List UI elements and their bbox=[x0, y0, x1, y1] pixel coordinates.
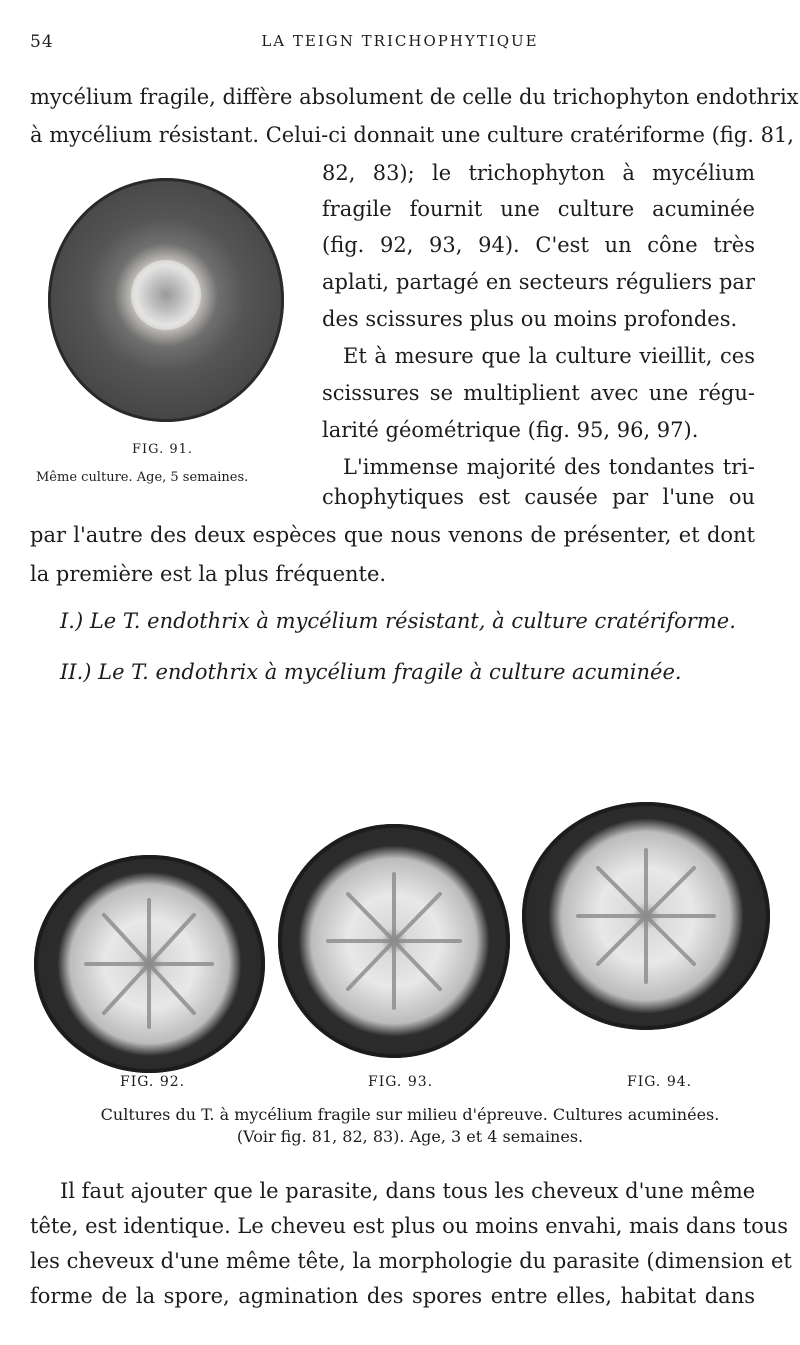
figures-caption-line2: (Voir fig. 81, 82, 83). Age, 3 et 4 semaines. bbox=[236, 1127, 584, 1146]
figure-93-culture-photo bbox=[278, 824, 510, 1058]
figure-92-label: FIG. 92. bbox=[120, 1074, 186, 1090]
running-header bbox=[0, 30, 800, 54]
figure-92-culture-photo bbox=[34, 855, 265, 1073]
body-line: Il faut ajouter que le parasite, dans tous les cheveux d'une même bbox=[60, 1179, 756, 1203]
body-line: la première est la plus fréquente. bbox=[30, 562, 387, 586]
culture-fissures bbox=[278, 824, 510, 1058]
body-line: chophytiques est causée par l'une ou bbox=[322, 485, 755, 509]
body-line: des scissures plus ou moins profondes. bbox=[322, 307, 738, 331]
body-line: forme de la spore, agmination des spores entre elles, habitat dans bbox=[30, 1284, 755, 1308]
body-line: les cheveux d'une même tête, la morphologie du parasite (dimension et bbox=[30, 1249, 792, 1273]
body-line: (fig. 92, 93, 94). C'est un cône très bbox=[322, 233, 755, 257]
body-line: par l'autre des deux espèces que nous venons de présenter, et dont bbox=[30, 523, 755, 547]
species-item: I.) Le T. endothrix à mycélium résistant, à culture cratériforme. bbox=[60, 609, 736, 633]
figure-91-culture-photo bbox=[48, 178, 284, 422]
body-line: 82, 83); le trichophyton à mycélium bbox=[322, 161, 755, 185]
figure-93-label: FIG. 93. bbox=[368, 1074, 434, 1090]
body-line: L'immense majorité des tondantes tri- bbox=[343, 455, 755, 479]
culture-colony bbox=[131, 260, 201, 330]
figure-91-label: FIG. 91. bbox=[132, 442, 194, 457]
figure-94-label: FIG. 94. bbox=[627, 1074, 693, 1090]
body-line: tête, est identique. Le cheveu est plus ou moins envahi, mais dans tous bbox=[30, 1214, 789, 1238]
body-line: aplati, partagé en secteurs réguliers par bbox=[322, 270, 755, 294]
page-number: 54 bbox=[30, 32, 54, 52]
culture-fissures bbox=[34, 855, 265, 1073]
species-item: II.) Le T. endothrix à mycélium fragile à culture acuminée. bbox=[60, 660, 682, 684]
body-line: fragile fournit une culture acuminée bbox=[322, 197, 755, 221]
body-line: à mycélium résistant. Celui-ci donnait une culture cratériforme (fig. 81, bbox=[30, 123, 794, 147]
figures-caption-line1: Cultures du T. à mycélium fragile sur milieu d'épreuve. Cultures acuminées. bbox=[100, 1105, 720, 1124]
body-line: scissures se multiplient avec une régu- bbox=[322, 381, 755, 405]
figure-94-culture-photo bbox=[522, 802, 770, 1030]
body-line: Et à mesure que la culture vieillit, ces bbox=[343, 344, 755, 368]
body-line: mycélium fragile, diffère absolument de celle du trichophyton endothrix bbox=[30, 85, 799, 109]
culture-fissures bbox=[522, 802, 770, 1030]
figure-91-caption: Même culture. Age, 5 semaines. bbox=[36, 470, 249, 485]
body-line: larité géométrique (fig. 95, 96, 97). bbox=[322, 418, 699, 442]
running-title: LA TEIGN TRICHOPHYTIQUE bbox=[261, 32, 539, 50]
